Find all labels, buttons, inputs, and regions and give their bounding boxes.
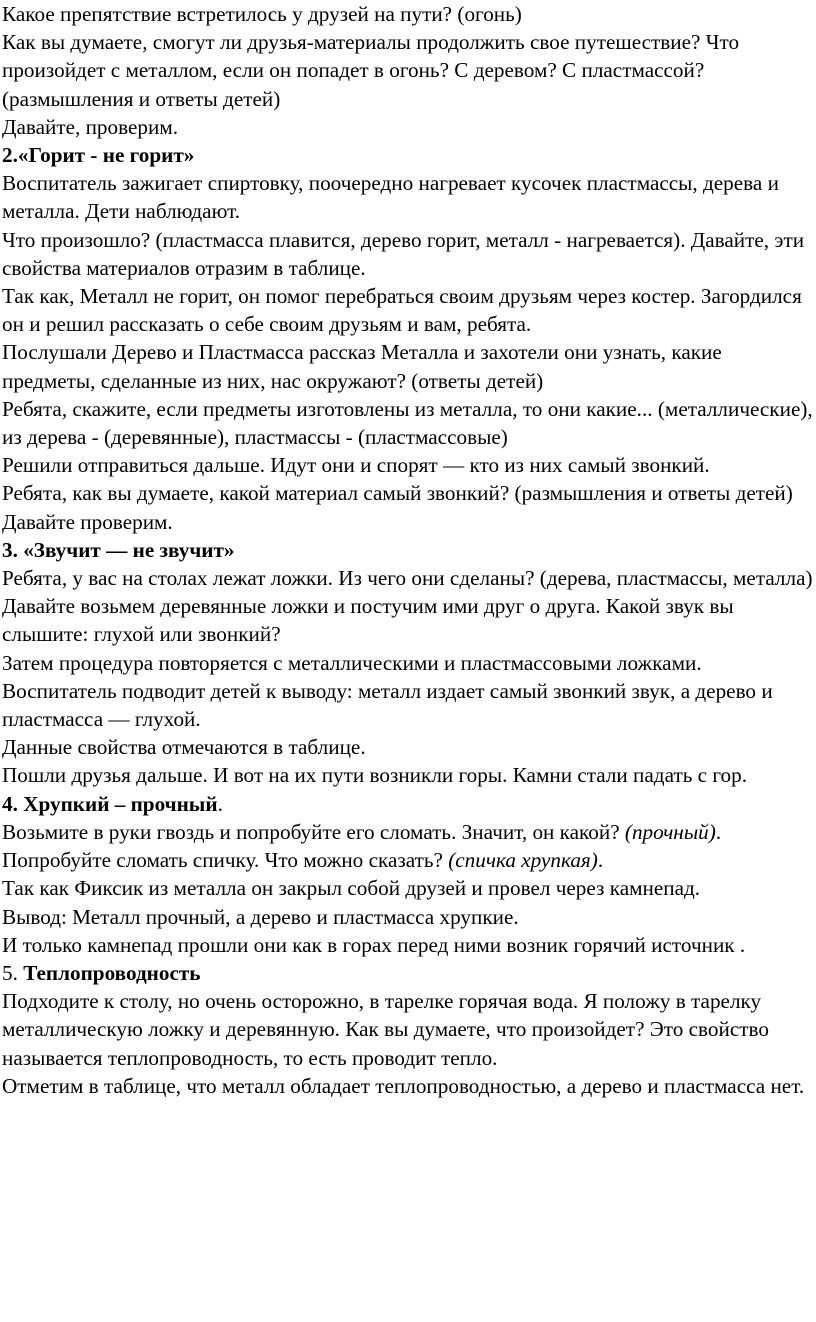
paragraph: Вывод: Металл прочный, а дерево и пластмасса хрупкие. [2, 904, 519, 929]
section-heading-fragile [2, 790, 816, 818]
text-run: . [597, 848, 604, 873]
heading-text: 2.«Горит - не горит» [2, 143, 195, 168]
italic-answer: (спичка хрупкая) [448, 848, 598, 873]
section-heading-burns [2, 141, 816, 169]
paragraph: Давайте проверим. [2, 509, 173, 534]
paragraph: Воспитатель подводит детей к выводу: металл издает самый звонкий звук, а дерево и пластмасса — глухой. [2, 678, 773, 732]
paragraph: Данные свойства отмечаются в таблице. [2, 735, 366, 760]
paragraph: Решили отправиться дальше. Идут они и спорят — кто из них самый звонкий. [2, 453, 710, 478]
paragraph: Пошли друзья дальше. И вот на их пути возникли горы. Камни стали падать с гор. [2, 763, 748, 788]
text-run: Возьмите в руки гвоздь и попробуйте его сломать. Значит, он какой? [2, 819, 625, 844]
paragraph: Отметим в таблице, что металл обладает теплопроводностью, а дерево и пластмасса нет. [2, 1073, 805, 1098]
paragraph: Что произошло? (пластмасса плавится, дерево горит, металл - нагревается). Давайте, эти свойства материалов отразим в таблице. [2, 227, 805, 280]
heading-text: Теплопроводность [23, 960, 201, 985]
text-run: . Попробуйте сломать спичку. Что можно сказать? [2, 819, 722, 873]
paragraph: Воспитатель зажигает спиртовку, поочередно нагревает кусочек пластмассы, дерева и металла. Дети наблюдают. [2, 171, 779, 224]
paragraph: Какое препятствие встретилось у друзей на пути? (огонь) [2, 2, 522, 26]
paragraph: Послушали Дерево и Пластмасса рассказ Металла и захотели они узнать, какие предметы, сделанные из них, нас окружают? (ответы детей) [2, 340, 722, 393]
paragraph-strength-test [2, 818, 816, 874]
heading-text: 4. Хрупкий – прочный [2, 791, 218, 816]
paragraph: Ребята, как вы думаете, какой материал самый звонкий? (размышления и ответы детей) [2, 481, 793, 506]
heading-number: 5. [2, 960, 24, 985]
section-heading-conductivity [2, 959, 816, 987]
paragraph: Давайте возьмем деревянные ложки и постучим ими друг о друга. Какой звук вы слышите: глухой или звонкий? [2, 594, 734, 647]
paragraph: Давайте, проверим. [2, 114, 179, 139]
paragraph: Так как, Металл не горит, он помог перебраться своим друзьям через костер. Загордился он и решил рассказать о себе своим друзьям и вам, ребята. [2, 284, 802, 337]
paragraph: И только камнепад прошли они как в горах перед ними возник горячий источник . [2, 932, 746, 957]
heading-text: 3. «Звучит — не звучит» [2, 537, 235, 562]
paragraph: Ребята, скажите, если предметы изготовлены из металла, то они какие... (металлические), из дерева - (деревянные), пластмассы - (пластмассовые) [2, 396, 813, 450]
paragraph: Как вы думаете, смогут ли друзья-материалы продолжить свое путешествие? Что произойдет с металлом, если он попадет в огонь? С деревом? С пластмассой? (размышления и ответы детей) [2, 30, 740, 111]
paragraph: Ребята, у вас на столах лежат ложки. Из чего они сделаны? (дерева, пластмассы, металла) [2, 566, 813, 591]
paragraph: Затем процедура повторяется с металлическими и пластмассовыми ложками. [2, 650, 702, 675]
italic-answer: (прочный) [624, 819, 716, 844]
paragraph: Так как Фиксик из металла он закрыл собой друзей и провел через камнепад. [2, 876, 701, 901]
heading-tail: . [217, 791, 223, 816]
section-heading-sounds [2, 536, 816, 564]
paragraph: Подходите к столу, но очень осторожно, в тарелке горячая вода. Я положу в тарелку металлическую ложку и деревянную. Как вы думаете, что произойдет? Это свойство называется теплопроводность, то есть проводит тепло. [2, 989, 769, 1070]
